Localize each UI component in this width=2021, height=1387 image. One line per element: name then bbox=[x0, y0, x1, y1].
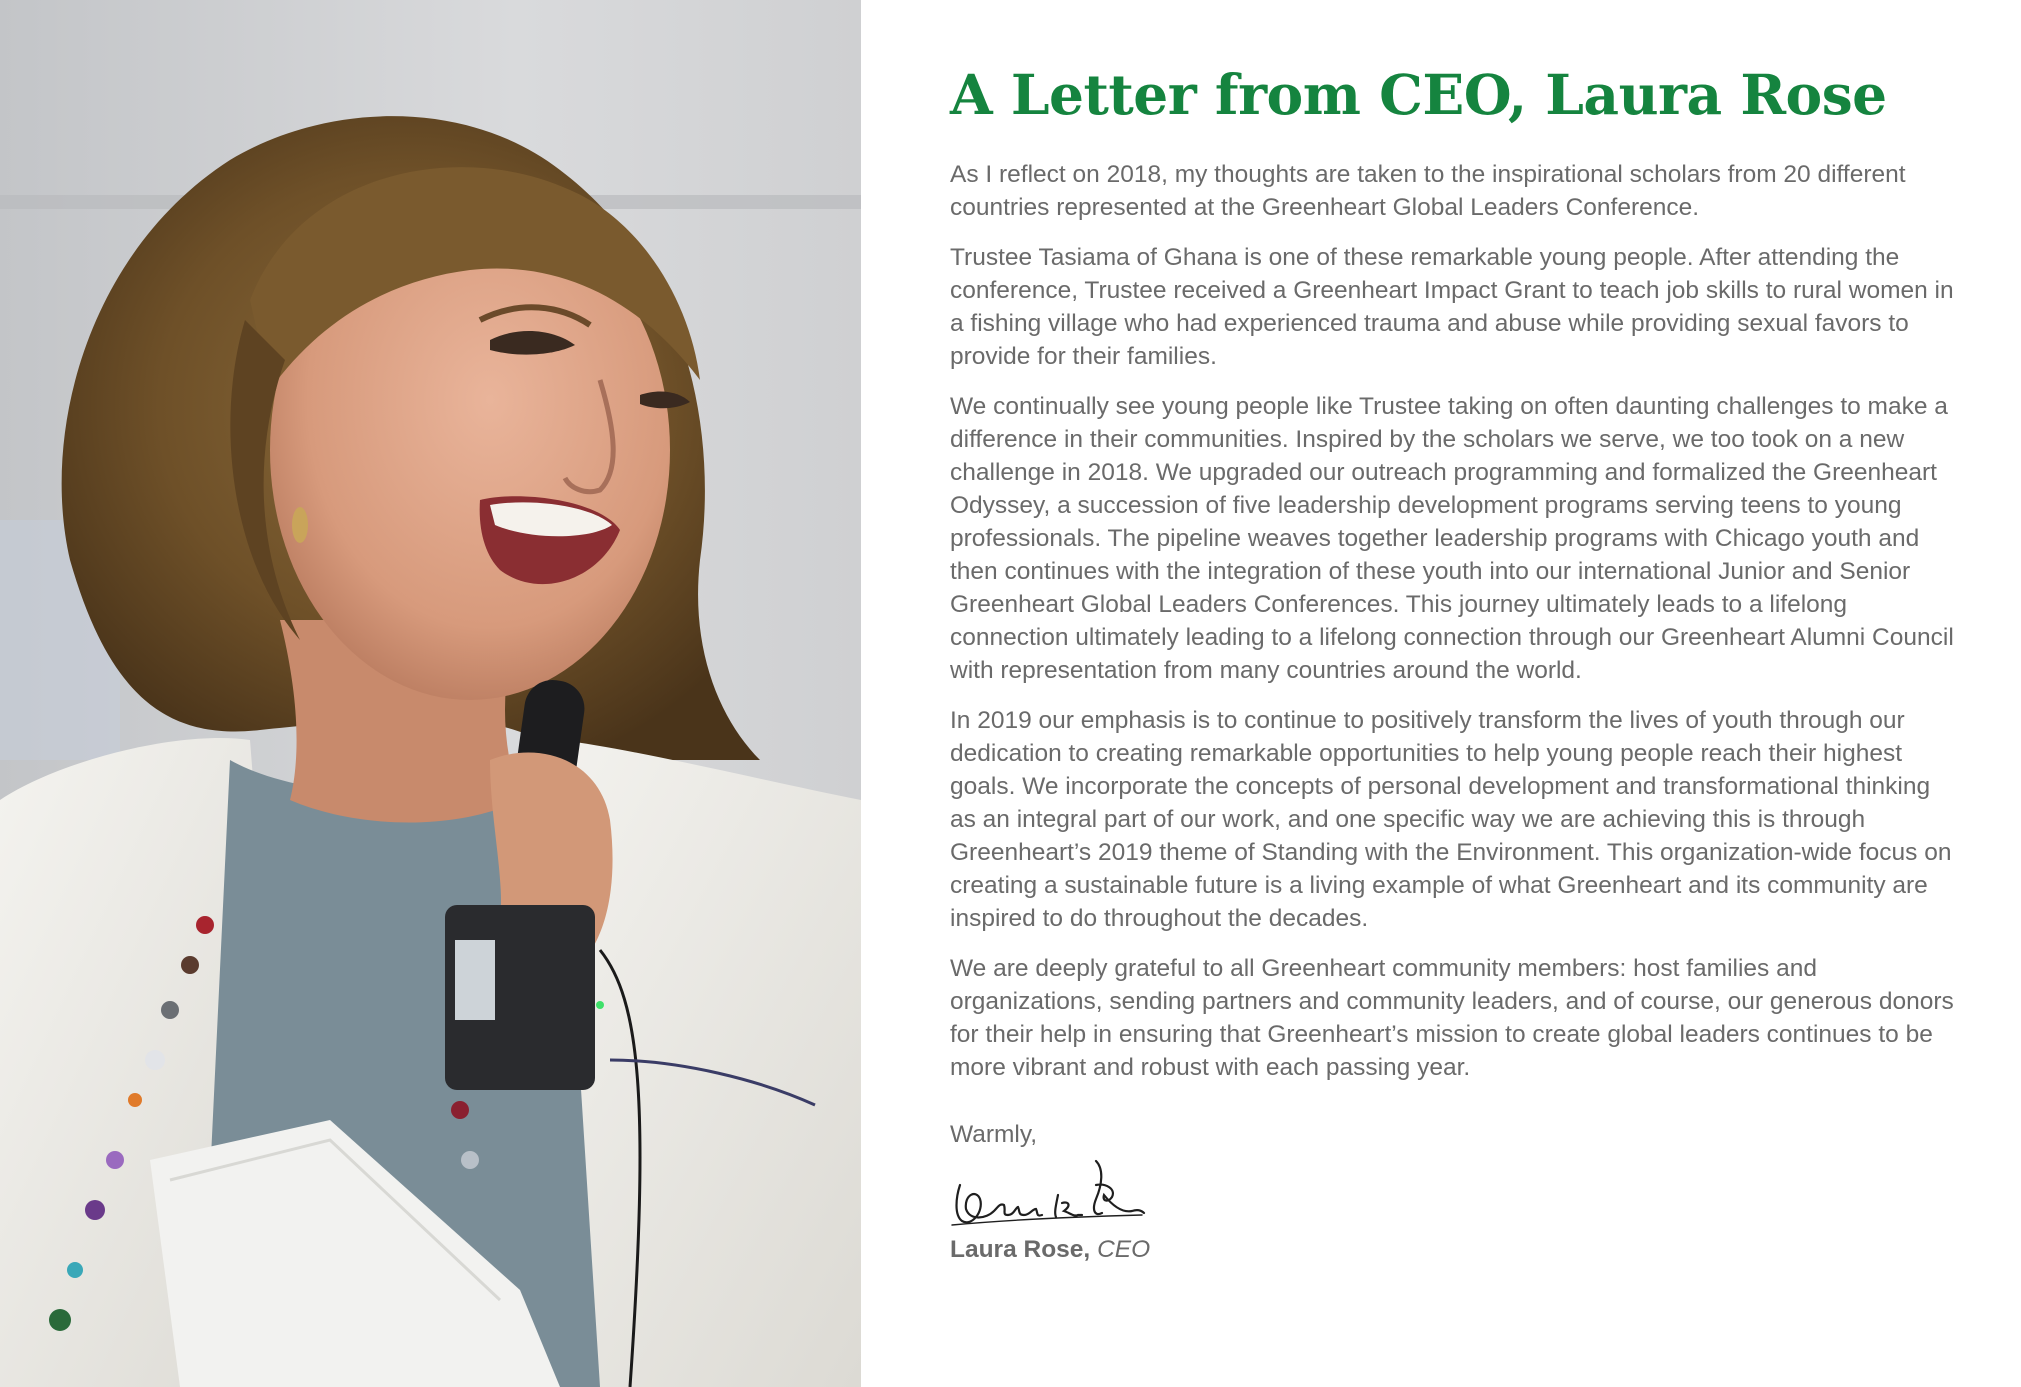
letter-paragraph: In 2019 our emphasis is to continue to positively transform the lives of youth through our dedication to creating remarkable opportunities to help young people reach their highest goals. We incorporate the concepts of personal development and transformational thinking as an integral part of our work, and one specific way we are achieving this is through Greenheart’s 2019 theme of Standing with the Environment. This organization-wide focus on creating a sustainable future is a living example of what Greenheart and its community are inspired to do throughout the decades. bbox=[950, 707, 1952, 932]
signature-image bbox=[946, 1155, 1146, 1233]
letter-paragraph: Trustee Tasiama of Ghana is one of these remarkable young people. After attending the conference, Trustee received a Greenheart Impact Grant to teach job skills to rural women in a fishing village who had experienced trauma and abuse while providing sexual favors to provide for their families. bbox=[950, 244, 1954, 370]
ceo-photo bbox=[0, 0, 861, 1387]
letter-closing: Warmly, bbox=[950, 1121, 1038, 1148]
letter-body bbox=[950, 62, 1960, 1266]
letter-paragraph: As I reflect on 2018, my thoughts are taken to the inspirational scholars from 20 different countries represented at the Greenheart Global Leaders Conference. bbox=[950, 161, 1906, 221]
letter-paragraph: We are deeply grateful to all Greenheart community members: host families and organizations, sending partners and community leaders, and of course, our generous donors for their help in ensuring that Greenheart’s mission to create global leaders continues to be more vibrant and robust with each passing year. bbox=[950, 955, 1954, 1081]
signer bbox=[950, 1233, 1960, 1266]
signer-role: CEO bbox=[1097, 1236, 1151, 1263]
letter-title: A Letter from CEO, Laura Rose bbox=[950, 62, 1887, 127]
signer-name: Laura Rose, bbox=[950, 1236, 1091, 1263]
letter-paragraph: We continually see young people like Trustee taking on often daunting challenges to make a difference in their communities. Inspired by the scholars we serve, we too took on a new challenge in 2018. We upgraded our outreach programming and formalized the Greenheart Odyssey, a succession of five leadership development programs serving teens to young professionals. The pipeline weaves together leadership programs with Chicago youth and then continues with the integration of these youth into our international Junior and Senior Greenheart Global Leaders Conferences. This journey ultimately leads to a lifelong connection ultimately leading to a lifelong connection through our Greenheart Alumni Council with representation from many countries around the world. bbox=[950, 393, 1954, 684]
ceo-photo-illustration bbox=[0, 0, 861, 1387]
